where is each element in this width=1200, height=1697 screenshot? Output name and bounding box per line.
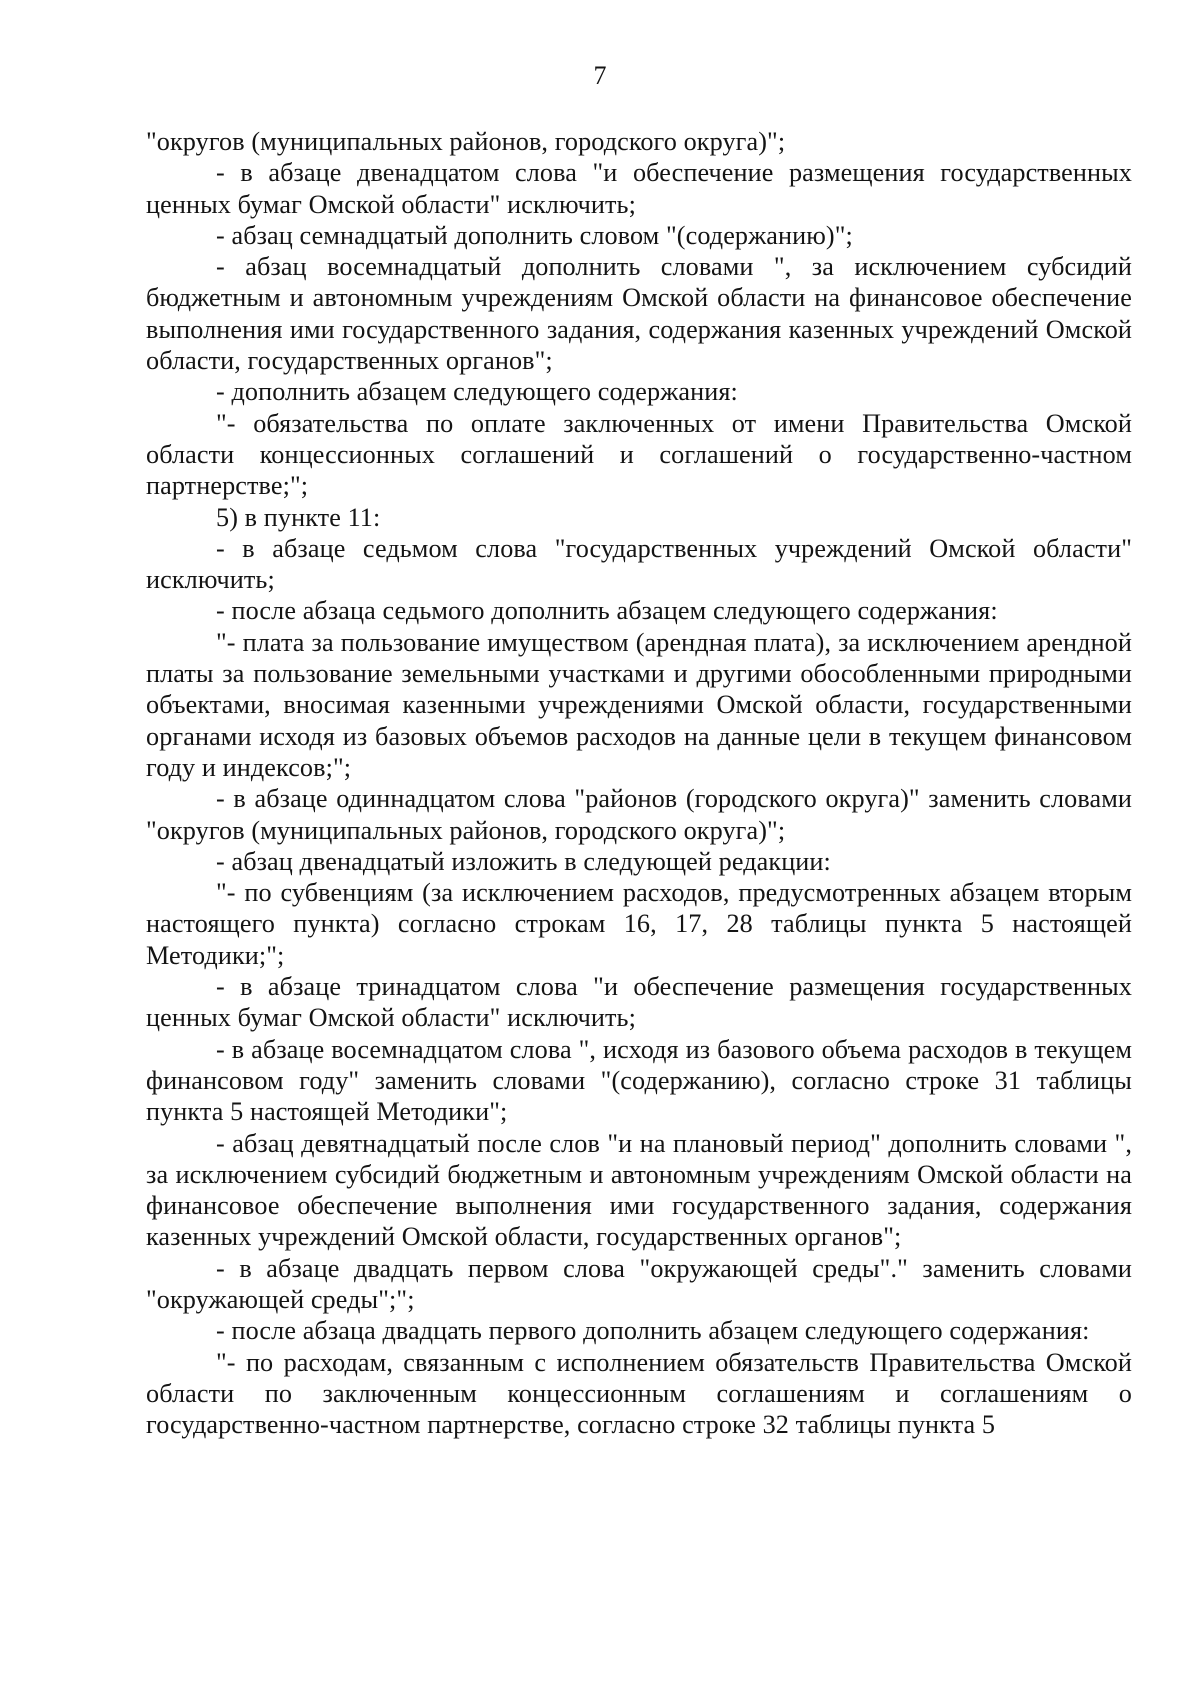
paragraph: "- обязательства по оплате заключенных от имени Правительства Омской области концессионных соглашений и соглашений о государственно-частном партнерстве;"; xyxy=(146,408,1132,501)
paragraph: - абзац двенадцатый изложить в следующей редакции: xyxy=(216,846,831,876)
paragraph: - в абзаце тринадцатом слова "и обеспечение размещения государственных ценных бумаг Омской области" исключить; xyxy=(146,972,1132,1033)
paragraph: - абзац семнадцатый дополнить словом "(содержанию)"; xyxy=(216,220,853,250)
paragraph: "- по субвенциям (за исключением расходов, предусмотренных абзацем вторым настоящего пункта) согласно строкам 16, 17, 28 таблицы пункта 5 настоящей Методики;"; xyxy=(146,878,1132,970)
page-number: 7 xyxy=(593,61,607,90)
paragraph: - в абзаце седьмом слова "государственных учреждений Омской области" исключить; xyxy=(146,533,1132,595)
paragraph: - абзац девятнадцатый после слов "и на плановый период" дополнить словами ", за исключением субсидий бюджетным и автономным учреждениям Омской области на финансовое обеспечение выполнения ими государственного задания, содержания казенных учреждений Омской области, государственных органов"; xyxy=(146,1128,1132,1252)
paragraph: - дополнить абзацем следующего содержания: xyxy=(216,377,738,407)
paragraph: - в абзаце одиннадцатом слова "районов (городского округа)" заменить словами "округов (муниципальных районов, городского округа)"; xyxy=(146,784,1132,845)
paragraph: "- по расходам, связанным с исполнением обязательств Правительства Омской области по заключенным концессионным соглашениям и соглашениям о государственно-частном партнерстве, согласно строке 32 таблицы пункта 5 xyxy=(146,1347,1132,1440)
document-body xyxy=(146,126,1132,1440)
paragraph: - после абзаца двадцать первого дополнить абзацем следующего содержания: xyxy=(216,1316,1090,1346)
paragraph: "- плата за пользование имуществом (арендная плата), за исключением арендной платы за пользование земельными участками и другими обособленными природными объектами, вносимая казенными учреждениями Омской области, государственными органами исходя из базовых объемов расходов на данные цели в текущем финансовом году и индексов;"; xyxy=(146,627,1132,782)
paragraph: 5) в пункте 11: xyxy=(216,502,381,532)
paragraph: - в абзаце двадцать первом слова "окружающей среды"." заменить словами "окружающей среды";"; xyxy=(146,1253,1132,1314)
paragraph: "округов (муниципальных районов, городского округа)"; xyxy=(146,127,786,156)
paragraph: - абзац восемнадцатый дополнить словами ", за исключением субсидий бюджетным и автономным учреждениям Омской области на финансовое обеспечение выполнения ими государственного задания, содержания казенных учреждений Омской области, государственных органов"; xyxy=(146,252,1132,376)
paragraph: - в абзаце восемнадцатом слова ", исходя из базового объема расходов в текущем финансовом году" заменить словами "(содержанию), согласно строке 31 таблицы пункта 5 настоящей Методики"; xyxy=(146,1034,1132,1127)
paragraph: - в абзаце двенадцатом слова "и обеспечение размещения государственных ценных бумаг Омской области" исключить; xyxy=(146,158,1132,219)
paragraph: - после абзаца седьмого дополнить абзацем следующего содержания: xyxy=(216,596,998,626)
